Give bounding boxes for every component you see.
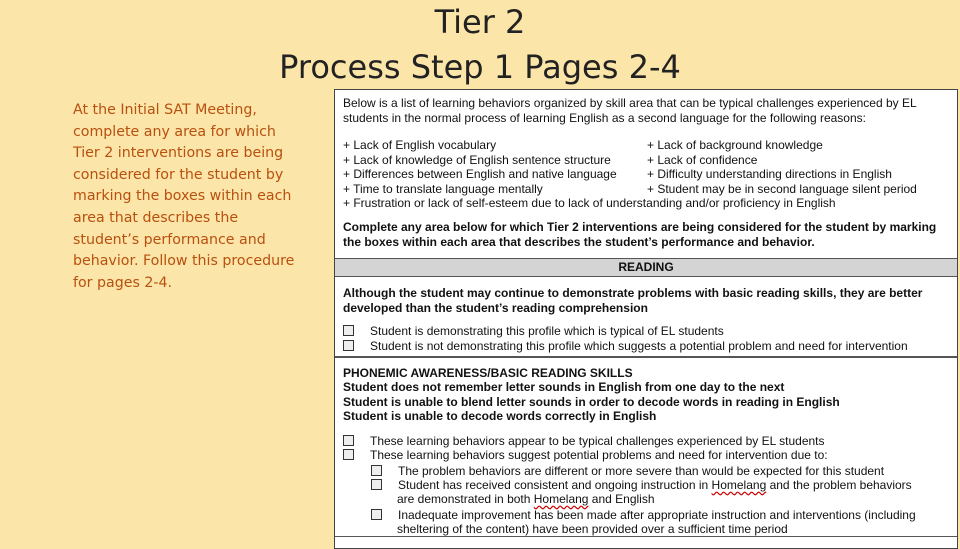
reason-item: + Time to translate language mentally [343, 181, 543, 196]
option-label: sheltering of the content) have been provided over a sufficient time period [397, 522, 788, 536]
reason-item: + Difficulty understanding directions in English [647, 167, 892, 182]
phonemic-item: Student does not remember letter sounds in English from one day to the next [343, 380, 785, 394]
slide-title-line-1: Tier 2 [434, 3, 526, 41]
option-label: Homelang [711, 478, 767, 492]
checkbox-icon[interactable] [343, 449, 354, 460]
reason-item: + Lack of background knowledge [647, 138, 823, 152]
phonemic-section-title: PHONEMIC AWARENESS/BASIC READING SKILLS [343, 366, 633, 380]
section-divider [335, 356, 957, 358]
option-label: and English [588, 492, 655, 506]
checkbox-icon[interactable] [343, 435, 354, 446]
sub-option-inadequate-improvement [371, 508, 916, 522]
reason-item: + Lack of knowledge of English sentence structure [343, 152, 611, 167]
reason-item: + Differences between English and native language [343, 167, 617, 182]
checkbox-icon[interactable] [371, 479, 382, 490]
option-label: Student is not demonstrating this profile which suggests a potential problem and need for intervention [370, 339, 908, 353]
phonemic-item: Student is unable to decode words correctly in English [343, 409, 657, 423]
form-document-image [334, 89, 958, 549]
reasons-right-column [647, 138, 917, 196]
option-label: These learning behaviors suggest potential problems and need for intervention due to: [370, 448, 828, 462]
reasons-left-column [343, 138, 617, 196]
slide-body-text: At the Initial SAT Meeting, complete any area for which Tier 2 interventions are being considered for the student by marking the boxes within each area that describes the student’s performance and behavior. Follow this procedure for pages 2-4. [73, 102, 295, 291]
reason-item: + Lack of English vocabulary [343, 138, 497, 152]
reading-section-header: READING [335, 258, 957, 277]
option-label: are demonstrated in both [397, 492, 534, 506]
option-label: and the problem behaviors [766, 478, 912, 492]
reason-item: + Frustration or lack of self-esteem due to lack of understanding and/or proficiency in English [343, 196, 836, 210]
reading-option-atypical [343, 339, 908, 353]
sub-option-homelang-instruction [371, 478, 912, 492]
option-label: Homelang [533, 492, 589, 506]
sub-option-homelang-instruction-cont [397, 492, 655, 506]
sub-option-more-severe [371, 464, 884, 478]
complete-instruction: Complete any area below for which Tier 2 interventions are being considered for the student by marking the boxes within each area that describes the student’s performance and behavior. [343, 220, 937, 249]
checkbox-icon[interactable] [371, 509, 382, 520]
phonemic-option-typical [343, 434, 825, 448]
option-label: The problem behaviors are different or more severe than would be expected for this student [398, 464, 885, 478]
reason-item: + Student may be in second language silent period [647, 181, 917, 196]
reason-item: + Lack of confidence [647, 152, 758, 167]
option-label: Student is demonstrating this profile which is typical of EL students [370, 324, 724, 338]
slide-title-line-2: Process Step 1 Pages 2-4 [279, 48, 681, 86]
checkbox-icon[interactable] [343, 325, 354, 336]
phonemic-option-intervention [343, 448, 828, 462]
option-label: These learning behaviors appear to be typical challenges experienced by EL students [370, 434, 825, 448]
reading-option-typical [343, 324, 724, 338]
sub-option-inadequate-improvement-cont [397, 522, 788, 536]
option-label: Student has received consistent and ongoing instruction in [398, 478, 712, 492]
reading-description: Although the student may continue to demonstrate problems with basic reading skills, they are better developed than the student’s reading comprehension [343, 286, 923, 315]
section-divider [335, 536, 957, 537]
checkbox-icon[interactable] [343, 340, 354, 351]
phonemic-items [343, 380, 840, 424]
checkbox-icon[interactable] [371, 465, 382, 476]
option-label: Inadequate improvement has been made after appropriate instruction and interventions (including [398, 508, 916, 522]
phonemic-item: Student is unable to blend letter sounds in order to decode words in reading in English [343, 394, 840, 409]
form-intro: Below is a list of learning behaviors organized by skill area that can be typical challenges experienced by EL students in the normal process of learning English as a second language for the following reasons: [343, 96, 917, 125]
